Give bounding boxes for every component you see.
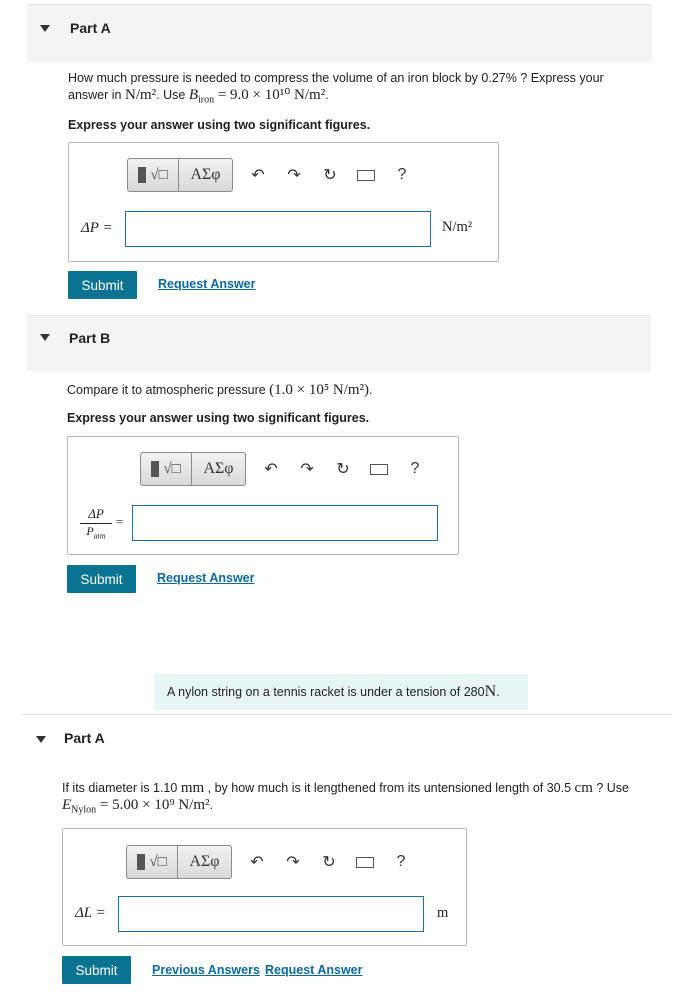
caret-down-icon[interactable]	[40, 334, 50, 341]
part-b-header[interactable]	[27, 315, 651, 371]
help-icon[interactable]: ?	[410, 460, 420, 477]
sqrt-icon: √□	[149, 853, 167, 870]
problem-intro: A nylon string on a tennis racket is under a tension of 280 N .	[154, 674, 528, 710]
sqrt-icon: √□	[163, 460, 181, 477]
instruction-text: Express your answer using two significant figures.	[67, 411, 370, 425]
answer-input[interactable]	[132, 505, 438, 541]
part-b-title: Part B	[69, 330, 111, 346]
templates-button[interactable]	[127, 158, 179, 192]
question-text: Compare it to atmospheric pressure (1.0 × 10⁵ N/m²).	[67, 382, 373, 398]
sqrt-icon: √□	[150, 166, 168, 183]
answer-input[interactable]	[118, 896, 424, 932]
part-a-title: Part A	[64, 730, 105, 746]
math-toolbar	[140, 452, 430, 486]
reset-icon[interactable]: ↻	[323, 167, 337, 184]
delta-l-label: ΔL =	[75, 905, 106, 921]
equals-sign: =	[116, 514, 124, 529]
answer-input[interactable]	[125, 211, 431, 247]
question-text: How much pressure is needed to compress the volume of an iron block by 0.27% ? Express your answer in N/m². Use $B_{iron} = 9.0 \times 10^{10}$ N/m².	[68, 71, 604, 106]
unit-label: m	[437, 905, 449, 921]
caret-down-icon[interactable]	[36, 736, 46, 743]
math-toolbar	[126, 845, 416, 879]
submit-button[interactable]: Submit	[68, 271, 137, 299]
submit-button[interactable]: Submit	[62, 956, 131, 984]
greek-button[interactable]: ΑΣφ	[192, 452, 246, 486]
help-icon[interactable]: ?	[397, 166, 407, 183]
reset-icon[interactable]: ↻	[336, 461, 350, 478]
part-a-header[interactable]	[27, 4, 652, 62]
keyboard-icon[interactable]	[350, 857, 380, 868]
instruction-text: Express your answer using two significant figures.	[68, 118, 371, 132]
templates-button[interactable]	[140, 452, 192, 486]
templates-button[interactable]	[126, 845, 178, 879]
submit-button[interactable]: Submit	[67, 565, 136, 593]
redo-icon[interactable]: ↷	[286, 854, 300, 871]
undo-icon[interactable]: ↶	[264, 461, 278, 478]
request-answer-link[interactable]: Request Answer	[158, 277, 256, 291]
unit-label: N/m²	[442, 219, 473, 235]
previous-answers-link[interactable]: Previous Answers	[152, 963, 260, 977]
part-a-title: Part A	[70, 20, 111, 36]
request-answer-link[interactable]: Request Answer	[265, 963, 363, 977]
math-toolbar	[127, 158, 417, 192]
part-a-header[interactable]	[22, 714, 672, 770]
pressure-ratio-label: ΔP $P_{atm}$	[80, 506, 112, 540]
keyboard-icon[interactable]	[364, 464, 394, 475]
redo-icon[interactable]: ↷	[287, 167, 301, 184]
caret-down-icon[interactable]	[40, 25, 50, 32]
help-icon[interactable]: ?	[396, 853, 406, 870]
question-text: If its diameter is 1.10 mm , by how much is it lengthened from its untensioned length of 30.5 cm ? Use $E_{Nylon} = 5.00 \times 10^9$ N/m².	[62, 780, 629, 816]
undo-icon[interactable]: ↶	[251, 167, 265, 184]
redo-icon[interactable]: ↷	[300, 461, 314, 478]
reset-icon[interactable]: ↻	[322, 854, 336, 871]
undo-icon[interactable]: ↶	[250, 854, 264, 871]
delta-p-label: ΔP =	[81, 220, 113, 236]
greek-button[interactable]: ΑΣφ	[178, 845, 232, 879]
request-answer-link[interactable]: Request Answer	[157, 571, 255, 585]
keyboard-icon[interactable]	[351, 170, 381, 181]
greek-button[interactable]: ΑΣφ	[179, 158, 233, 192]
